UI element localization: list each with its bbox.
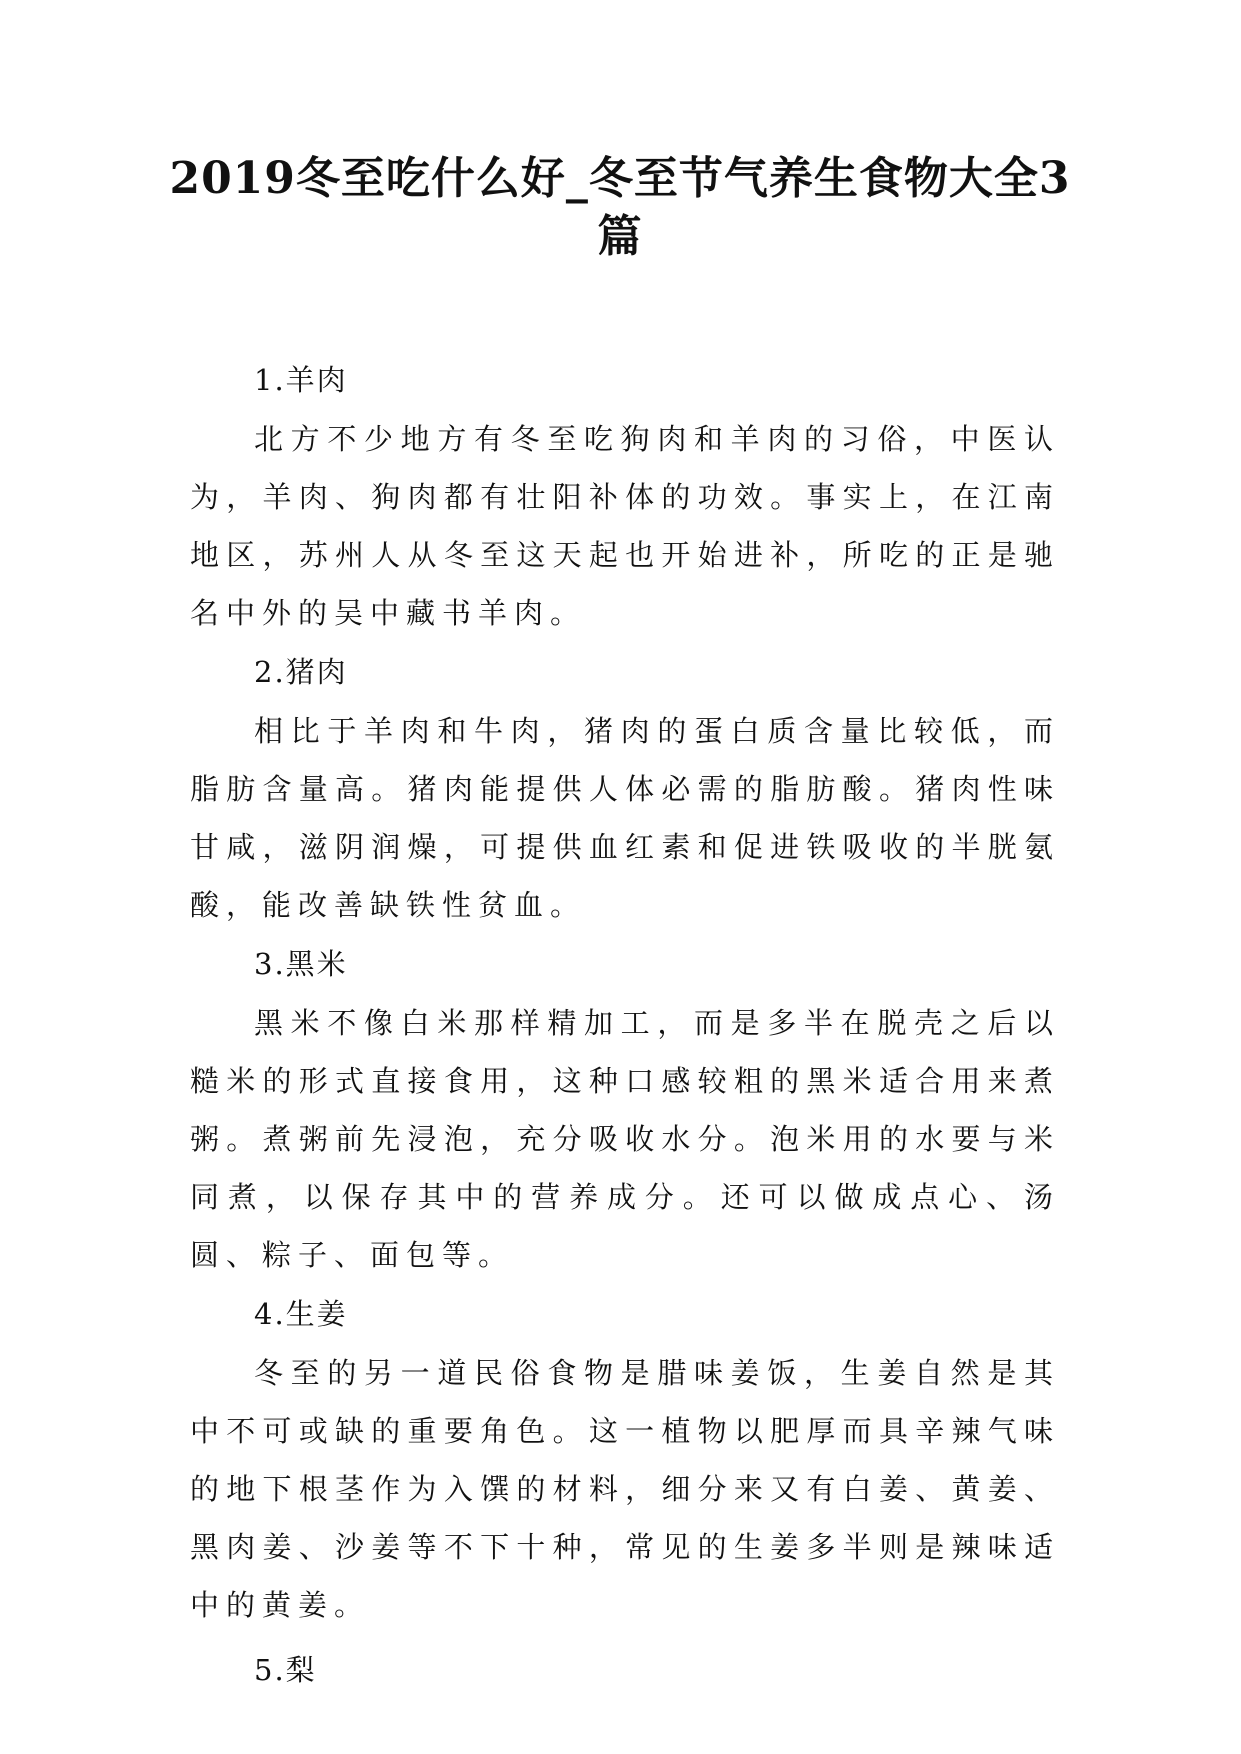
document-body: [190, 350, 1060, 1700]
section-text-black-rice: 黑米不像白米那样精加工，而是多半在脱壳之后以糙米的形式直接食用，这种口感较粗的黑米适合用来煮粥。煮粥前先浸泡，充分吸收水分。泡米用的水要与米同煮，以保存其中的营养成分。还可以做成点心、汤圆、粽子、面包等。: [190, 1006, 1060, 1272]
section-text-mutton: 北方不少地方有冬至吃狗肉和羊肉的习俗，中医认为，羊肉、狗肉都有壮阳补体的功效。事实上，在江南地区，苏州人从冬至这天起也开始进补，所吃的正是驰名中外的吴中藏书羊肉。: [190, 422, 1060, 630]
section-text-ginger: 冬至的另一道民俗食物是腊味姜饭，生姜自然是其中不可或缺的重要角色。这一植物以肥厚而具辛辣气味的地下根茎作为入馔的材料，细分来又有白姜、黄姜、黑肉姜、沙姜等不下十种，常见的生姜多半则是辣味适中的黄姜。: [190, 1356, 1060, 1622]
section-heading-black-rice: 3.黑米: [254, 947, 348, 981]
section-heading-mutton: 1.羊肉: [254, 363, 348, 397]
section-heading-ginger: 4.生姜: [254, 1297, 348, 1331]
document-title: 2019冬至吃什么好_冬至节气养生食物大全3篇: [169, 153, 1071, 262]
section-heading-pear: 5.梨: [254, 1653, 317, 1687]
section-text-pork: 相比于羊肉和牛肉，猪肉的蛋白质含量比较低，而脂肪含量高。猪肉能提供人体必需的脂肪酸。猪肉性味甘咸，滋阴润燥，可提供血红素和促进铁吸收的半胱氨酸，能改善缺铁性贫血。: [190, 714, 1060, 922]
section-heading-pork: 2.猪肉: [254, 655, 348, 689]
